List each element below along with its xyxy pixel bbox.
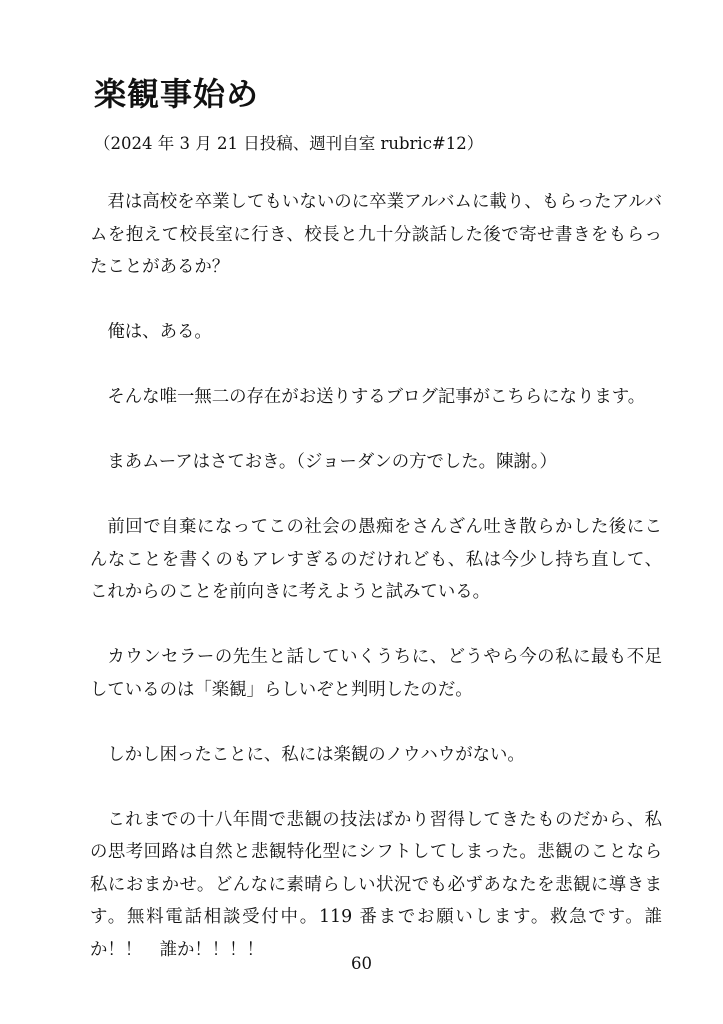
paragraph: 君は高校を卒業してもいないのに卒業アルバムに載り、もらったアルバムを抱えて校長室に行き、校長と九十分談話した後で寄せ書きをもらったことがあるか？ [90, 192, 662, 277]
paragraph: 俺は、ある。 [107, 322, 212, 342]
paragraph: まあムーアはさておき。（ジョーダンの方でした。陳謝。） [107, 452, 557, 472]
paragraph: そんな唯一無二の存在がお送りするブログ記事がこちらになります。 [107, 387, 646, 407]
post-metadata: （2024 年 3 月 21 日投稿、週刊自室 rubric#12） [94, 134, 484, 153]
paragraph: しかし困ったことに、私には楽観のノウハウがない。 [107, 744, 525, 765]
body-text [90, 186, 662, 999]
paragraph: これまでの十八年間で悲観の技法ばかり習得してきたものだから、私の思考回路は自然と悲観特化型にシフトしてしまった。悲観のことなら私におまかせ。どんなに素晴らしい状況でも必ずあなたを悲観に導きます。無料電話相談受付中。119 番までお願いします。救急です。誰か！！ 誰か！！！！ [90, 809, 662, 960]
page-title: 楽観事始め [94, 75, 260, 113]
paragraph: 前回で自棄になってこの社会の愚痴をさんざん吐き散らかした後にこんなことを書くのもアレすぎるのだけれども、私は今少し持ち直して、これからのことを前向きに考えようと試みている。 [90, 517, 662, 602]
paragraph: カウンセラーの先生と話していくうちに、どうやら今の私に最も不足しているのは「楽観」らしいぞと判明したのだ。 [90, 647, 662, 700]
page-number: 60 [351, 954, 372, 973]
